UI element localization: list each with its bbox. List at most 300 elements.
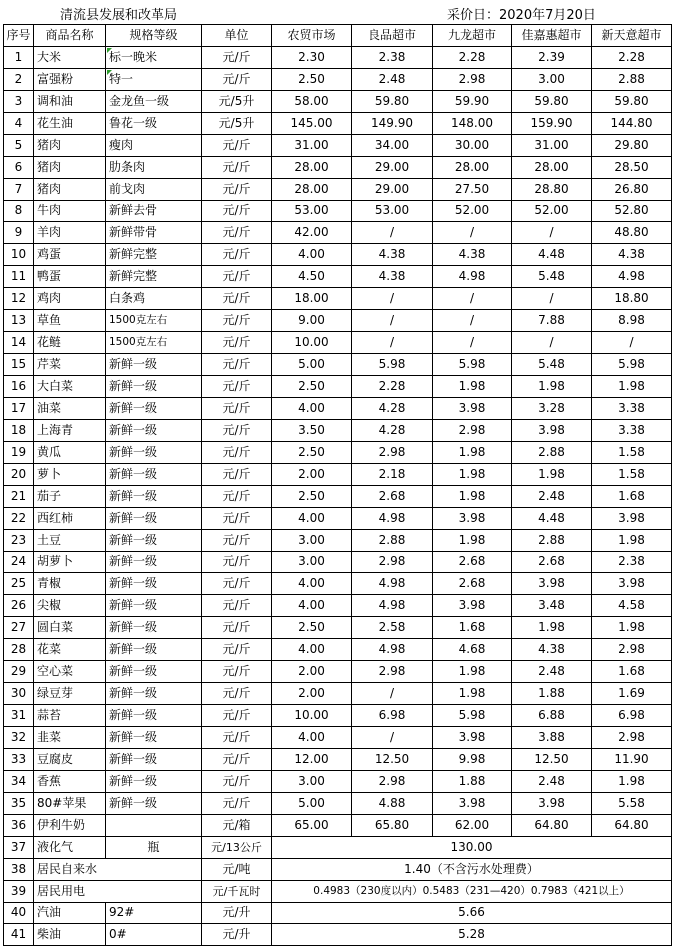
price-liangpin (352, 266, 433, 288)
item-name (34, 288, 106, 310)
item-name-text: 大米 (37, 49, 62, 64)
item-name-text: 绿豆芽 (37, 686, 74, 701)
price-jiulong-text: 3.98 (458, 729, 486, 744)
price-farmers-market (272, 397, 352, 419)
price-farmers-market-text: 4.00 (298, 642, 325, 657)
row-no-text: 2 (14, 71, 23, 86)
col-header-farmers-market: 农贸市场 (272, 25, 352, 47)
price-jiajiahui-text: 2.48 (538, 664, 565, 679)
unit (202, 748, 272, 770)
item-name-text: 茄子 (37, 488, 62, 503)
unit (202, 836, 272, 858)
price-jiulong-text: 1.98 (458, 466, 486, 481)
price-farmers-market (272, 683, 352, 705)
price-jiulong (433, 661, 512, 683)
price-jiulong (433, 134, 512, 156)
table-row (4, 332, 672, 354)
price-xintianyi (592, 156, 672, 178)
price-farmers-market-text: 2.50 (298, 444, 325, 459)
price-jiulong-text: 28.00 (454, 159, 490, 174)
row-no-text: 25 (10, 576, 27, 591)
price-jiajiahui (512, 156, 592, 178)
price-jiulong-text: 9.98 (458, 751, 486, 766)
price-jiulong (433, 595, 512, 617)
table-row (4, 266, 672, 288)
price-farmers-market (272, 244, 352, 266)
spec-grade (106, 507, 202, 529)
spec-grade-text: 新鲜一级 (109, 444, 158, 459)
price-jiajiahui (512, 441, 592, 463)
table-row (4, 222, 672, 244)
spec-grade (106, 639, 202, 661)
price-jiajiahui (512, 814, 592, 836)
price-farmers-market (272, 595, 352, 617)
item-name-text: 土豆 (37, 532, 62, 547)
spec-grade-text: 新鲜一级 (109, 598, 158, 613)
unit (202, 661, 272, 683)
price-liangpin (352, 617, 433, 639)
table-row (4, 683, 672, 705)
spec-grade (106, 485, 202, 507)
item-name (34, 792, 106, 814)
price-xintianyi (592, 748, 672, 770)
item-name (34, 90, 106, 112)
table-row (4, 617, 672, 639)
price-jiulong-text: 3.98 (458, 598, 486, 613)
price-jiulong-text: 5.98 (458, 708, 486, 723)
spec-grade (106, 244, 202, 266)
table-row (4, 46, 672, 68)
price-xintianyi-text: 1.98 (618, 773, 645, 788)
unit (202, 112, 272, 134)
table-row (4, 68, 672, 90)
item-name-text: 青椒 (37, 576, 62, 591)
price-liangpin-text: / (389, 291, 395, 306)
price-jiajiahui (512, 419, 592, 441)
spec-grade-text: 白条鸡 (109, 291, 146, 306)
table-row (4, 573, 672, 595)
price-xintianyi (592, 595, 672, 617)
price-farmers-market (272, 178, 352, 200)
price-jiajiahui (512, 705, 592, 727)
row-no-text: 39 (10, 883, 27, 898)
price-liangpin (352, 463, 433, 485)
unit-text: 元/吨 (222, 861, 251, 876)
item-name (34, 68, 106, 90)
comment-marker-icon (107, 48, 112, 53)
price-liangpin-text: 149.90 (371, 115, 413, 130)
item-name (34, 814, 106, 836)
price-farmers-market-text: 31.00 (294, 137, 329, 152)
table-row (4, 178, 672, 200)
row-no (4, 661, 34, 683)
price-farmers-market-text: 145.00 (290, 115, 333, 130)
spec-grade (106, 376, 202, 398)
special-row (4, 836, 672, 858)
merged-price-text: 1.40（不含污水处理费） (404, 861, 539, 876)
table-row (4, 244, 672, 266)
unit-text: 元/斤 (222, 159, 251, 174)
row-no-text: 6 (14, 159, 23, 174)
price-jiajiahui-text: 3.88 (538, 729, 565, 744)
price-liangpin (352, 354, 433, 376)
price-liangpin (352, 46, 433, 68)
row-no (4, 836, 34, 858)
item-name (34, 441, 106, 463)
price-xintianyi-text: 11.90 (614, 751, 649, 766)
row-no-text: 17 (10, 400, 27, 415)
price-table-body (4, 25, 672, 946)
item-name (34, 112, 106, 134)
unit (202, 792, 272, 814)
price-farmers-market (272, 463, 352, 485)
price-farmers-market (272, 134, 352, 156)
price-jiulong (433, 354, 512, 376)
price-xintianyi-text: 5.98 (618, 357, 645, 372)
price-jiajiahui (512, 376, 592, 398)
unit-text: 元/5升 (218, 93, 255, 108)
price-farmers-market-text: 4.00 (298, 247, 325, 262)
spec-grade (106, 222, 202, 244)
spec-grade-text: 肋条肉 (109, 159, 146, 174)
item-name-text: 大白菜 (37, 378, 74, 393)
price-jiajiahui (512, 134, 592, 156)
spec-grade (106, 397, 202, 419)
price-liangpin-text: / (389, 686, 395, 701)
row-no (4, 924, 34, 946)
price-liangpin-text: 2.68 (378, 488, 406, 503)
price-jiajiahui (512, 266, 592, 288)
price-jiulong-text: 27.50 (454, 181, 490, 196)
price-farmers-market-text: 4.00 (298, 510, 325, 525)
unit-text: 元/斤 (222, 313, 251, 328)
row-no-text: 24 (10, 554, 27, 569)
unit-text: 元/斤 (222, 708, 251, 723)
price-farmers-market (272, 770, 352, 792)
price-jiulong-text: 2.98 (458, 422, 486, 437)
survey-date: 采价日：2020年7月20日 (447, 8, 596, 23)
price-liangpin (352, 376, 433, 398)
price-liangpin-text: 2.38 (378, 49, 406, 64)
price-xintianyi-text: 1.68 (618, 664, 645, 679)
unit-text: 元/斤 (222, 137, 251, 152)
table-row (4, 595, 672, 617)
table-row (4, 397, 672, 419)
row-no-text: 38 (10, 861, 27, 876)
price-xintianyi (592, 419, 672, 441)
price-xintianyi-text: 2.38 (618, 554, 645, 569)
table-row (4, 376, 672, 398)
row-no-text: 36 (10, 817, 27, 832)
table-row (4, 748, 672, 770)
item-name (34, 463, 106, 485)
row-no (4, 814, 34, 836)
price-jiulong (433, 683, 512, 705)
price-jiulong-text: / (469, 313, 475, 328)
spec-grade-text: 新鲜一级 (109, 751, 158, 766)
merged-price (272, 924, 672, 946)
unit (202, 858, 272, 880)
spec-grade-text: 新鲜一级 (109, 708, 158, 723)
price-liangpin-text: 2.48 (378, 71, 406, 86)
price-jiulong (433, 310, 512, 332)
spec-grade-text: 瘦肉 (109, 137, 134, 152)
price-xintianyi (592, 661, 672, 683)
col-header-unit: 单位 (202, 25, 272, 47)
price-jiulong (433, 178, 512, 200)
price-jiulong-text: 59.90 (454, 93, 490, 108)
item-name-text: 猪肉 (37, 137, 62, 152)
price-jiajiahui (512, 68, 592, 90)
unit-text: 元/斤 (222, 686, 251, 701)
price-liangpin-text: / (389, 225, 395, 240)
special-row (4, 924, 672, 946)
price-farmers-market (272, 200, 352, 222)
unit (202, 573, 272, 595)
unit-text: 元/斤 (222, 71, 251, 86)
col-header-xintianyi: 新天意超市 (592, 25, 672, 47)
price-xintianyi (592, 332, 672, 354)
spec-grade-text: 新鲜一级 (109, 466, 158, 481)
spec-grade (106, 332, 202, 354)
unit (202, 134, 272, 156)
price-jiajiahui-text: / (549, 291, 554, 306)
price-farmers-market-text: 4.50 (298, 269, 325, 284)
col-header-liangpin: 良品超市 (352, 25, 433, 47)
price-xintianyi (592, 441, 672, 463)
row-no-text: 4 (14, 115, 23, 130)
price-xintianyi-text: 3.98 (618, 576, 645, 591)
price-jiajiahui-text: 4.48 (538, 510, 565, 525)
unit-text: 元/斤 (222, 751, 251, 766)
price-jiulong-text: 1.88 (458, 773, 486, 788)
price-jiajiahui-text: 28.00 (534, 159, 569, 174)
row-no (4, 727, 34, 749)
price-liangpin-text: 2.98 (378, 664, 406, 679)
table-row (4, 551, 672, 573)
item-name-text: 芹菜 (37, 357, 62, 372)
price-jiulong (433, 376, 512, 398)
item-name-text: 汽油 (37, 905, 62, 920)
price-liangpin-text: 4.98 (378, 510, 406, 525)
price-liangpin (352, 551, 433, 573)
unit (202, 200, 272, 222)
price-liangpin-text: 29.00 (374, 181, 410, 196)
price-farmers-market-text: 58.00 (294, 93, 329, 108)
table-row (4, 661, 672, 683)
price-liangpin (352, 112, 433, 134)
price-jiajiahui (512, 573, 592, 595)
col-header-spec: 规格等级 (106, 25, 202, 47)
price-xintianyi-text: 59.80 (614, 93, 649, 108)
price-liangpin (352, 332, 433, 354)
price-jiulong (433, 551, 512, 573)
item-name-text: 花鲢 (37, 335, 62, 350)
item-name-text: 液化气 (37, 839, 74, 854)
spec-grade-text: 新鲜一级 (109, 554, 158, 569)
spec-grade-text: 新鲜完整 (109, 269, 158, 284)
price-jiajiahui-text: 3.48 (538, 598, 565, 613)
item-name (34, 507, 106, 529)
price-xintianyi (592, 507, 672, 529)
unit-text: 元/斤 (222, 422, 251, 437)
price-liangpin-text: 34.00 (374, 137, 410, 152)
unit (202, 441, 272, 463)
price-jiajiahui-text: 31.00 (534, 137, 569, 152)
price-xintianyi-text: 64.80 (614, 817, 649, 832)
price-jiulong-text: / (469, 335, 475, 350)
row-no-text: 29 (10, 664, 27, 679)
spec-grade-text: 新鲜一级 (109, 686, 158, 701)
item-name-text: 花生油 (37, 115, 74, 130)
price-jiajiahui-text: 4.48 (538, 247, 565, 262)
price-xintianyi (592, 485, 672, 507)
item-name-text: 西红柿 (37, 510, 74, 525)
item-name (34, 902, 106, 924)
price-xintianyi (592, 814, 672, 836)
price-farmers-market (272, 639, 352, 661)
spec-grade-text: 新鲜一级 (109, 422, 158, 437)
row-no-text: 1 (14, 49, 23, 64)
row-no (4, 134, 34, 156)
table-row (4, 705, 672, 727)
price-jiajiahui (512, 222, 592, 244)
price-xintianyi (592, 288, 672, 310)
unit (202, 46, 272, 68)
price-farmers-market-text: 2.30 (298, 49, 325, 64)
price-liangpin (352, 419, 433, 441)
spec-grade (106, 90, 202, 112)
price-jiulong (433, 156, 512, 178)
row-no-text: 18 (10, 422, 27, 437)
spec-grade (106, 661, 202, 683)
row-no (4, 376, 34, 398)
merged-price-text: 0.4983（230度以内）0.5483（231—420）0.7983（421以上） (313, 884, 630, 897)
row-no (4, 748, 34, 770)
item-name (34, 727, 106, 749)
row-no (4, 354, 34, 376)
price-xintianyi-text: 3.98 (618, 510, 645, 525)
price-jiulong-text: 1.98 (458, 686, 486, 701)
price-jiajiahui (512, 507, 592, 529)
unit (202, 485, 272, 507)
table-row (4, 814, 672, 836)
table-row (4, 463, 672, 485)
spec-grade (106, 727, 202, 749)
price-jiulong (433, 705, 512, 727)
item-name (34, 134, 106, 156)
item-name-text: 居民自来水 (37, 861, 98, 876)
price-jiulong (433, 266, 512, 288)
price-liangpin (352, 814, 433, 836)
price-xintianyi (592, 683, 672, 705)
spec-grade (106, 683, 202, 705)
item-name (34, 595, 106, 617)
spec-grade-text: 新鲜一级 (109, 378, 158, 393)
unit (202, 902, 272, 924)
price-farmers-market-text: 4.00 (298, 400, 325, 415)
merged-price (272, 880, 672, 902)
row-no (4, 441, 34, 463)
row-no (4, 288, 34, 310)
item-name (34, 376, 106, 398)
price-xintianyi-text: 18.80 (614, 291, 649, 306)
unit-text: 元/斤 (222, 576, 251, 591)
unit-text: 元/斤 (222, 773, 251, 788)
price-jiajiahui (512, 770, 592, 792)
row-no (4, 485, 34, 507)
unit (202, 354, 272, 376)
price-liangpin-text: 6.98 (378, 708, 406, 723)
price-farmers-market (272, 419, 352, 441)
price-farmers-market (272, 68, 352, 90)
table-row (4, 770, 672, 792)
price-farmers-market-text: 2.00 (298, 686, 325, 701)
unit-text: 元/斤 (222, 598, 251, 613)
price-farmers-market (272, 573, 352, 595)
price-jiulong-text: 1.68 (458, 620, 486, 635)
price-jiulong-text: 1.98 (458, 378, 486, 393)
price-jiajiahui-text: / (549, 335, 554, 350)
row-no (4, 90, 34, 112)
unit (202, 288, 272, 310)
price-liangpin (352, 178, 433, 200)
spec-grade (106, 814, 202, 836)
merged-price-text: 5.28 (458, 927, 485, 942)
row-no-text: 28 (10, 642, 27, 657)
item-name-text: 鸡蛋 (37, 247, 62, 262)
price-jiulong (433, 46, 512, 68)
row-no-text: 31 (10, 708, 27, 723)
price-jiulong-text: 148.00 (451, 115, 493, 130)
col-header-no: 序号 (4, 25, 34, 47)
item-name-text: 豆腐皮 (37, 751, 74, 766)
price-farmers-market (272, 507, 352, 529)
spec-grade-text: 新鲜一级 (109, 532, 158, 547)
item-name (34, 244, 106, 266)
row-no (4, 419, 34, 441)
price-jiulong (433, 748, 512, 770)
item-name (34, 705, 106, 727)
price-jiulong (433, 792, 512, 814)
price-xintianyi-text: 3.38 (618, 400, 645, 415)
price-jiajiahui (512, 485, 592, 507)
unit-text: 元/箱 (222, 817, 251, 832)
price-xintianyi-text: 6.98 (618, 708, 645, 723)
price-jiajiahui-text: 64.80 (534, 817, 569, 832)
row-no-text: 37 (10, 839, 27, 854)
price-liangpin (352, 727, 433, 749)
row-no (4, 156, 34, 178)
unit (202, 376, 272, 398)
item-name (34, 924, 106, 946)
spec-grade-text: 1500克左右 (109, 336, 168, 349)
merged-price-text: 130.00 (450, 839, 493, 854)
spec-grade (106, 836, 202, 858)
item-name (34, 529, 106, 551)
price-farmers-market-text: 4.00 (298, 576, 325, 591)
row-no-text: 35 (10, 795, 27, 810)
row-no-text: 27 (10, 620, 27, 635)
item-name-text: 蒜苔 (37, 708, 62, 723)
item-name (34, 310, 106, 332)
spec-grade (106, 441, 202, 463)
price-xintianyi-text: 1.58 (618, 444, 645, 459)
item-name (34, 200, 106, 222)
price-farmers-market-text: 2.00 (298, 664, 325, 679)
price-jiulong (433, 727, 512, 749)
unit (202, 90, 272, 112)
